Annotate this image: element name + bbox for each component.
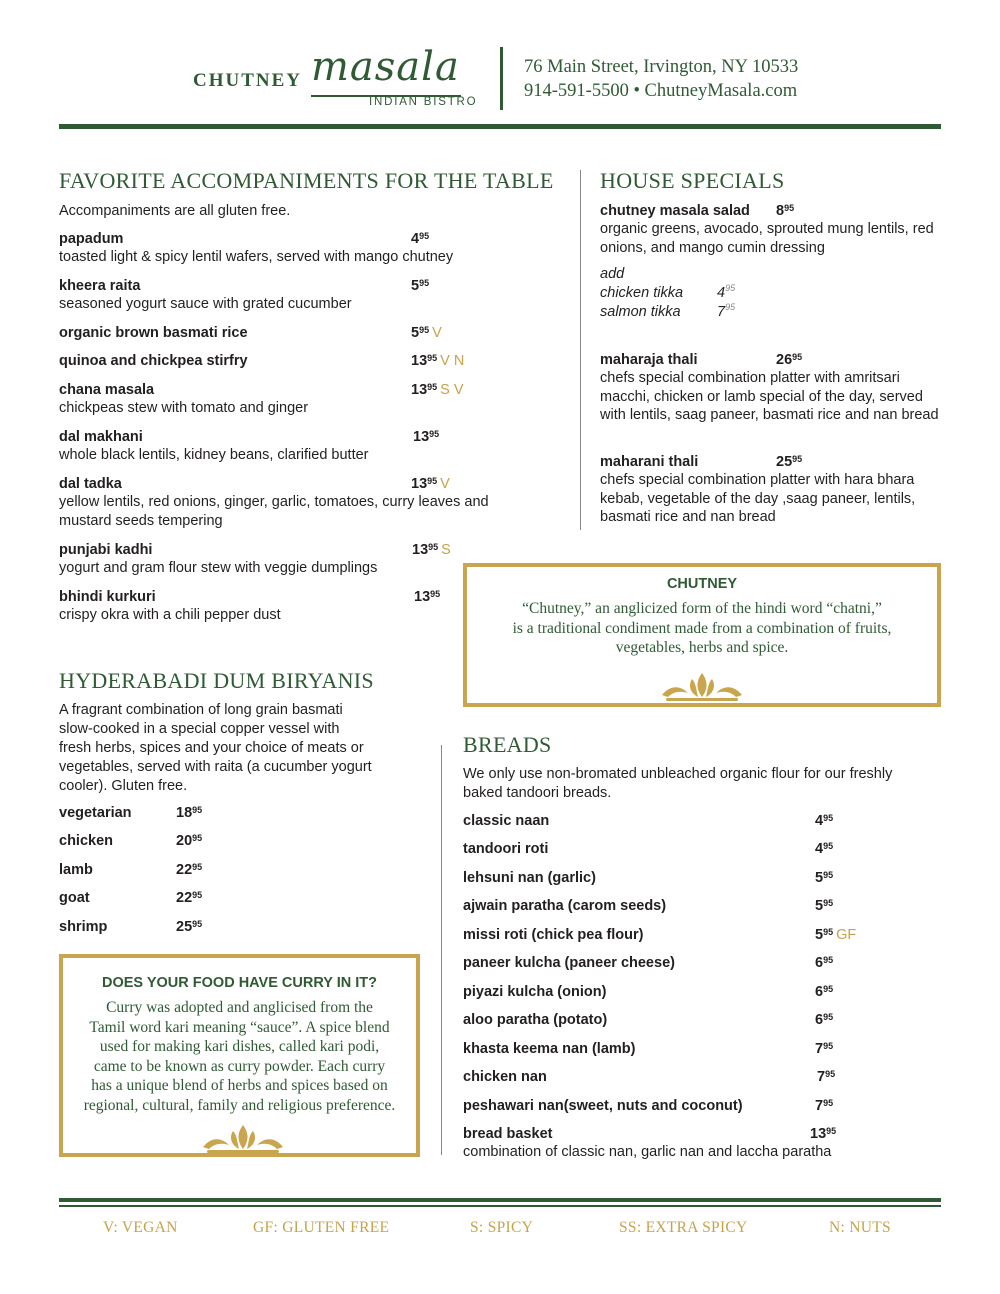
legend-spicy: S: SPICY bbox=[470, 1219, 534, 1236]
item-name: quinoa and chickpea stirfry bbox=[59, 353, 248, 369]
bottom-rule bbox=[59, 1198, 941, 1202]
accompaniments-title: FAVORITE ACCOMPANIMENTS FOR THE TABLE bbox=[59, 168, 554, 193]
leaf-ornament-icon bbox=[199, 1123, 287, 1155]
chutney-info-box bbox=[463, 563, 941, 707]
item-name: lehsuni nan (garlic) bbox=[463, 870, 596, 886]
biryanis-title: HYDERABADI DUM BIRYANIS bbox=[59, 668, 374, 693]
item-price: $7^{95}$ bbox=[815, 1041, 834, 1057]
item-name: tandoori roti bbox=[463, 841, 549, 857]
item-name: khasta keema nan (lamb) bbox=[463, 1041, 636, 1057]
menu-item bbox=[463, 1125, 903, 1162]
contact-info bbox=[524, 55, 798, 103]
item-name: chana masala bbox=[59, 382, 155, 398]
dietary-tag: V bbox=[440, 476, 450, 492]
dietary-tag: V N bbox=[440, 353, 465, 369]
addon-name: chicken tikka bbox=[600, 285, 684, 301]
item-name: bhindi kurkuri bbox=[59, 589, 156, 605]
item-description: seasoned yogurt sauce with grated cucumber bbox=[59, 296, 352, 312]
item-description: organic greens, avocado, sprouted mung lentils, red onions, and mango cumin dressing bbox=[600, 221, 934, 256]
item-name: kheera raita bbox=[59, 278, 141, 294]
item-name: dal makhani bbox=[59, 429, 143, 445]
item-price: $7^{95}$ bbox=[817, 1069, 836, 1085]
item-name: missi roti (chick pea flour) bbox=[463, 927, 644, 943]
addon-price: $4^{95}$ bbox=[717, 283, 736, 301]
add-label: add bbox=[600, 266, 625, 282]
menu-item bbox=[59, 541, 499, 578]
menu-item bbox=[59, 588, 499, 625]
item-price: $5^{95}$ GF bbox=[815, 927, 857, 943]
menu-item bbox=[59, 804, 259, 822]
item-name: bread basket bbox=[463, 1126, 553, 1142]
item-price: $5^{95}$ bbox=[411, 278, 430, 294]
item-name: papadum bbox=[59, 231, 124, 247]
menu-item bbox=[463, 983, 903, 1001]
legend-extra-spicy: SS: EXTRA SPICY bbox=[619, 1219, 748, 1236]
curry-box-title: DOES YOUR FOOD HAVE CURRY IN IT? bbox=[102, 975, 377, 991]
bottom-rule-thin bbox=[59, 1205, 941, 1207]
item-price: $13^{95}$ bbox=[413, 429, 440, 445]
house-specials-title: HOUSE SPECIALS bbox=[600, 168, 785, 193]
item-name: lamb bbox=[59, 862, 93, 878]
item-description: yellow lentils, red onions, ginger, garlic, tomatoes, curry leaves and mustard seeds tempering bbox=[59, 494, 489, 529]
item-price: $5^{95}$ bbox=[815, 870, 834, 886]
item-name: chutney masala salad bbox=[600, 203, 750, 219]
item-price: $13^{95}$ S V bbox=[411, 382, 464, 398]
top-rule bbox=[59, 124, 941, 129]
menu-item bbox=[59, 475, 509, 530]
menu-item bbox=[59, 230, 499, 267]
item-price: $22^{95}$ bbox=[176, 862, 203, 878]
breads-title: BREADS bbox=[463, 732, 552, 757]
item-name: chicken nan bbox=[463, 1069, 547, 1085]
item-price: $13^{95}$ V N bbox=[411, 353, 465, 369]
item-name: punjabi kadhi bbox=[59, 542, 153, 558]
column-divider bbox=[580, 170, 581, 530]
phone-website[interactable]: 914-591-5500 • ChutneyMasala.com bbox=[524, 81, 798, 101]
dietary-tag: V bbox=[432, 325, 442, 341]
menu-item bbox=[600, 453, 945, 527]
item-description: chefs special combination platter with amritsari macchi, chicken or lamb special of the day, served with lentils, saag paneer, basmati rice and nan bread bbox=[600, 370, 939, 423]
item-name: dal tadka bbox=[59, 476, 122, 492]
menu-item bbox=[463, 897, 903, 915]
dietary-tag: GF bbox=[836, 927, 857, 943]
menu-item bbox=[59, 861, 259, 879]
menu-item bbox=[59, 277, 499, 314]
item-price: $18^{95}$ bbox=[176, 805, 203, 821]
item-price: $5^{95}$ bbox=[815, 898, 834, 914]
breads-intro: We only use non-bromated unbleached organic flour for our freshly baked tandoori breads. bbox=[463, 766, 893, 801]
item-price: $8^{95}$ bbox=[776, 203, 795, 219]
logo-tagline: INDIAN BISTRO bbox=[369, 96, 478, 108]
item-price: $13^{95}$ S bbox=[412, 542, 451, 558]
menu-item bbox=[59, 889, 259, 907]
curry-info-box bbox=[59, 954, 420, 1157]
biryanis-intro: A fragrant combination of long grain basmati slow-cooked in a special copper vessel with fresh herbs, spices and your choice of meats or vegetables, served with raita (a cucumber yogurt cooler). Gluten free. bbox=[59, 702, 372, 794]
menu-item bbox=[59, 381, 499, 418]
item-name: ajwain paratha (carom seeds) bbox=[463, 898, 667, 914]
menu-item bbox=[463, 869, 903, 887]
menu-item bbox=[59, 918, 259, 936]
item-name: aloo paratha (potato) bbox=[463, 1012, 608, 1028]
item-price: $5^{95}$ V bbox=[411, 325, 442, 341]
item-name: shrimp bbox=[59, 919, 108, 935]
menu-item bbox=[59, 352, 499, 370]
item-description: chefs special combination platter with hara bhara kebab, vegetable of the day ,saag paneer, lentils, basmati rice and nan bread bbox=[600, 472, 916, 525]
leaf-ornament-icon bbox=[658, 671, 746, 703]
item-price: $20^{95}$ bbox=[176, 833, 203, 849]
item-price: $13^{95}$ bbox=[414, 589, 441, 605]
logo-word-chutney: CHUTNEY bbox=[193, 70, 303, 91]
menu-item bbox=[463, 1040, 903, 1058]
item-description: chickpeas stew with tomato and ginger bbox=[59, 400, 309, 416]
menu-item bbox=[463, 954, 903, 972]
column-divider bbox=[441, 745, 442, 1155]
item-price: $4^{95}$ bbox=[815, 813, 834, 829]
item-price: $6^{95}$ bbox=[815, 984, 834, 1000]
logo-word-masala: masala bbox=[311, 44, 460, 90]
menu-item bbox=[59, 832, 259, 850]
item-price: $13^{95}$ bbox=[810, 1126, 837, 1142]
item-price: $6^{95}$ bbox=[815, 955, 834, 971]
item-price: $7^{95}$ bbox=[815, 1098, 834, 1114]
item-price: $4^{95}$ bbox=[815, 841, 834, 857]
menu-item bbox=[463, 1097, 903, 1115]
item-price: $4^{95}$ bbox=[411, 231, 430, 247]
item-name: chicken bbox=[59, 833, 113, 849]
item-name: piyazi kulcha (onion) bbox=[463, 984, 607, 1000]
addon-name: salmon tikka bbox=[600, 304, 681, 320]
menu-item bbox=[59, 428, 499, 465]
dietary-tag: S V bbox=[440, 382, 464, 398]
address: 76 Main Street, Irvington, NY 10533 bbox=[524, 57, 799, 77]
chutney-box-text: “Chutney,” an anglicized form of the hindi word “chatni,” is a traditional condiment made from a combination of fruits, vegetables, herbs and spice. bbox=[512, 600, 892, 656]
item-description: combination of classic nan, garlic nan and laccha paratha bbox=[463, 1144, 832, 1160]
menu-item bbox=[463, 812, 903, 830]
item-price: $13^{95}$ V bbox=[411, 476, 450, 492]
legend-gluten-free: GF: GLUTEN FREE bbox=[253, 1219, 390, 1236]
item-description: whole black lentils, kidney beans, clarified butter bbox=[59, 447, 369, 463]
menu-item bbox=[600, 351, 945, 425]
item-price: $25^{95}$ bbox=[776, 454, 803, 470]
item-name: maharani thali bbox=[600, 454, 699, 470]
item-description: yogurt and gram flour stew with veggie dumplings bbox=[59, 560, 378, 576]
restaurant-logo bbox=[193, 44, 483, 112]
legend-vegan: V: VEGAN bbox=[103, 1219, 178, 1236]
dietary-tag: S bbox=[441, 542, 451, 558]
item-name: classic naan bbox=[463, 813, 550, 829]
header-divider bbox=[500, 47, 503, 110]
curry-box-text: Curry was adopted and anglicised from the Tamil word kari meaning “sauce”. A spice blend used for making kari dishes, called kari podi, came to be known as curry powder. Each curry has a unique blend of herbs and spices based on regional, cultural, family and religious preference. bbox=[83, 999, 396, 1114]
item-description: crispy okra with a chili pepper dust bbox=[59, 607, 281, 623]
item-name: maharaja thali bbox=[600, 352, 698, 368]
item-description: toasted light & spicy lentil wafers, served with mango chutney bbox=[59, 249, 454, 265]
menu-item bbox=[600, 202, 945, 257]
item-price: $22^{95}$ bbox=[176, 890, 203, 906]
item-name: vegetarian bbox=[59, 805, 132, 821]
item-price: $6^{95}$ bbox=[815, 1012, 834, 1028]
legend-nuts: N: NUTS bbox=[829, 1219, 891, 1236]
accompaniments-intro: Accompaniments are all gluten free. bbox=[59, 203, 291, 219]
menu-item bbox=[59, 324, 499, 342]
item-price: $25^{95}$ bbox=[176, 919, 203, 935]
chutney-box-title: CHUTNEY bbox=[666, 576, 738, 592]
item-name: paneer kulcha (paneer cheese) bbox=[463, 955, 675, 971]
addon-price: $7^{95}$ bbox=[717, 302, 736, 320]
menu-item bbox=[463, 1011, 903, 1029]
item-name: peshawari nan(sweet, nuts and coconut) bbox=[463, 1098, 743, 1114]
item-price: $26^{95}$ bbox=[776, 352, 803, 368]
menu-item bbox=[463, 926, 903, 944]
menu-item bbox=[463, 840, 903, 858]
item-name: goat bbox=[59, 890, 90, 906]
menu-item bbox=[463, 1068, 903, 1086]
item-name: organic brown basmati rice bbox=[59, 325, 248, 341]
